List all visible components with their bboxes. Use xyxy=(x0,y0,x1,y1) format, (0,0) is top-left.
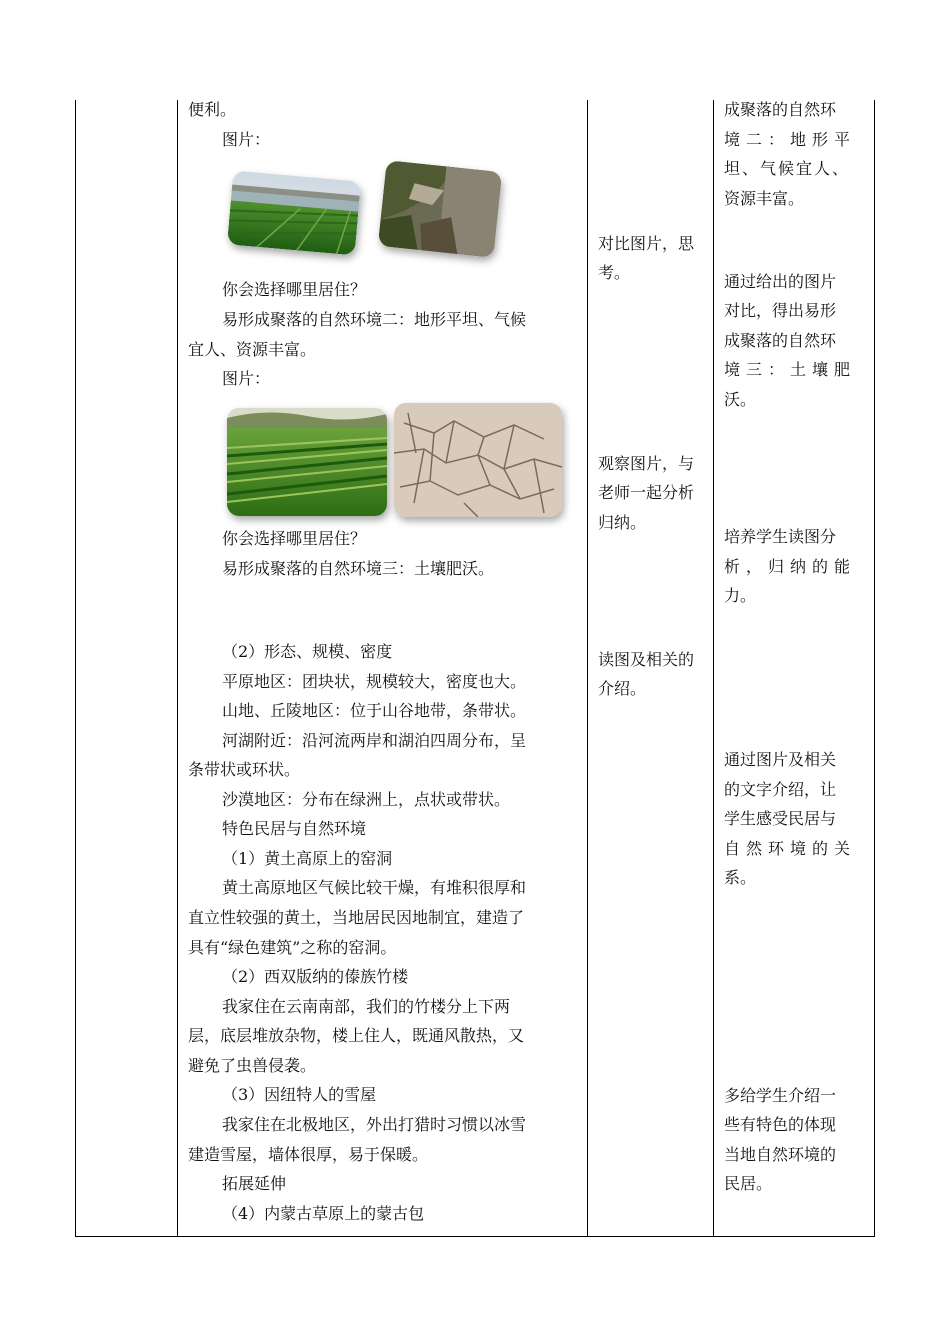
activity-line: 老师一起分析 xyxy=(598,483,695,502)
intent-line: 学生感受民居与 xyxy=(724,809,837,828)
intent-line: 境二：地形平 xyxy=(724,130,857,149)
intent-line: 力。 xyxy=(724,586,757,605)
intent-line: 析，归纳的能 xyxy=(724,557,857,576)
content-line: （2）西双版纳的傣族竹楼 xyxy=(222,967,409,986)
content-line: 你会选择哪里居住？ xyxy=(222,280,367,299)
intent-line: 坦、气候宜人、 xyxy=(724,159,851,178)
cracked-soil-photo xyxy=(394,403,562,517)
table-border-bottom xyxy=(75,1236,875,1237)
table-border-right xyxy=(874,100,875,1237)
rocky-mountain-photo xyxy=(378,160,502,258)
content-line: （1）黄土高原上的窑洞 xyxy=(222,849,393,868)
content-line: （4）内蒙古草原上的蒙古包 xyxy=(222,1204,425,1223)
table-border-col2 xyxy=(587,100,588,1237)
intent-line: 多给学生介绍一 xyxy=(724,1086,837,1105)
content-line: 特色民居与自然环境 xyxy=(222,819,367,838)
content-line: 河湖附近：沿河流两岸和湖泊四周分布，呈 xyxy=(222,731,527,750)
intent-line: 境三：土壤肥 xyxy=(724,360,857,379)
content-line: 你会选择哪里居住？ xyxy=(222,529,367,548)
intent-line: 沃。 xyxy=(724,390,757,409)
intent-line: 通过给出的图片 xyxy=(724,272,837,291)
content-line: 黄土高原地区气候比较干燥，有堆积很厚和 xyxy=(222,878,527,897)
content-line: 避免了虫兽侵袭。 xyxy=(188,1056,317,1075)
content-line: （2）形态、规模、密度 xyxy=(222,642,393,661)
intent-line: 资源丰富。 xyxy=(724,189,805,208)
content-line: （3）因纽特人的雪屋 xyxy=(222,1085,377,1104)
content-line: 图片： xyxy=(222,130,271,149)
activity-line: 考。 xyxy=(598,263,631,282)
content-line: 山地、丘陵地区：位于山谷地带，条带状。 xyxy=(222,701,527,720)
content-line: 沙漠地区：分布在绿洲上，点状或带状。 xyxy=(222,790,511,809)
intent-line: 成聚落的自然环 xyxy=(724,100,837,119)
intent-line: 培养学生读图分 xyxy=(724,527,837,546)
content-line: 图片： xyxy=(222,369,271,388)
content-line: 建造雪屋，墙体很厚，易于保暖。 xyxy=(188,1145,429,1164)
content-line: 平原地区：团块状，规模较大，密度也大。 xyxy=(222,672,527,691)
intent-line: 自然环境的关 xyxy=(724,839,857,858)
activity-line: 介绍。 xyxy=(598,679,647,698)
intent-line: 些有特色的体现 xyxy=(724,1115,837,1134)
intent-line: 系。 xyxy=(724,868,757,887)
intent-line: 民居。 xyxy=(724,1174,773,1193)
content-line: 层，底层堆放杂物，楼上住人，既通风散热，又 xyxy=(188,1026,525,1045)
content-line: 易形成聚落的自然环境二：地形平坦、气候 xyxy=(222,310,527,329)
content-line: 便利。 xyxy=(188,100,237,119)
content-line: 条带状或环状。 xyxy=(188,760,301,779)
activity-line: 读图及相关的 xyxy=(598,650,695,669)
content-line: 我家住在北极地区，外出打猎时习惯以冰雪 xyxy=(222,1115,527,1134)
intent-line: 当地自然环境的 xyxy=(724,1145,837,1164)
fertile-field-photo xyxy=(227,408,387,516)
intent-line: 的文字介绍，让 xyxy=(724,780,837,799)
table-border-col1 xyxy=(177,100,178,1237)
content-line: 易形成聚落的自然环境三：土壤肥沃。 xyxy=(222,559,495,578)
content-line: 直立性较强的黄土，当地居民因地制宜，建造了 xyxy=(188,908,525,927)
content-line: 具有“绿色建筑”之称的窑洞。 xyxy=(188,938,397,957)
intent-line: 对比，得出易形 xyxy=(724,301,837,320)
activity-line: 归纳。 xyxy=(598,513,647,532)
table-border-left xyxy=(75,100,76,1237)
intent-line: 成聚落的自然环 xyxy=(724,331,837,350)
table-border-col3 xyxy=(713,100,714,1237)
content-line: 拓展延伸 xyxy=(222,1174,287,1193)
farmland-village-photo xyxy=(227,171,361,256)
activity-line: 观察图片，与 xyxy=(598,454,695,473)
content-line: 我家住在云南南部，我们的竹楼分上下两 xyxy=(222,997,511,1016)
content-line: 宜人、资源丰富。 xyxy=(188,340,317,359)
intent-line: 通过图片及相关 xyxy=(724,750,837,769)
activity-line: 对比图片，思 xyxy=(598,234,695,253)
